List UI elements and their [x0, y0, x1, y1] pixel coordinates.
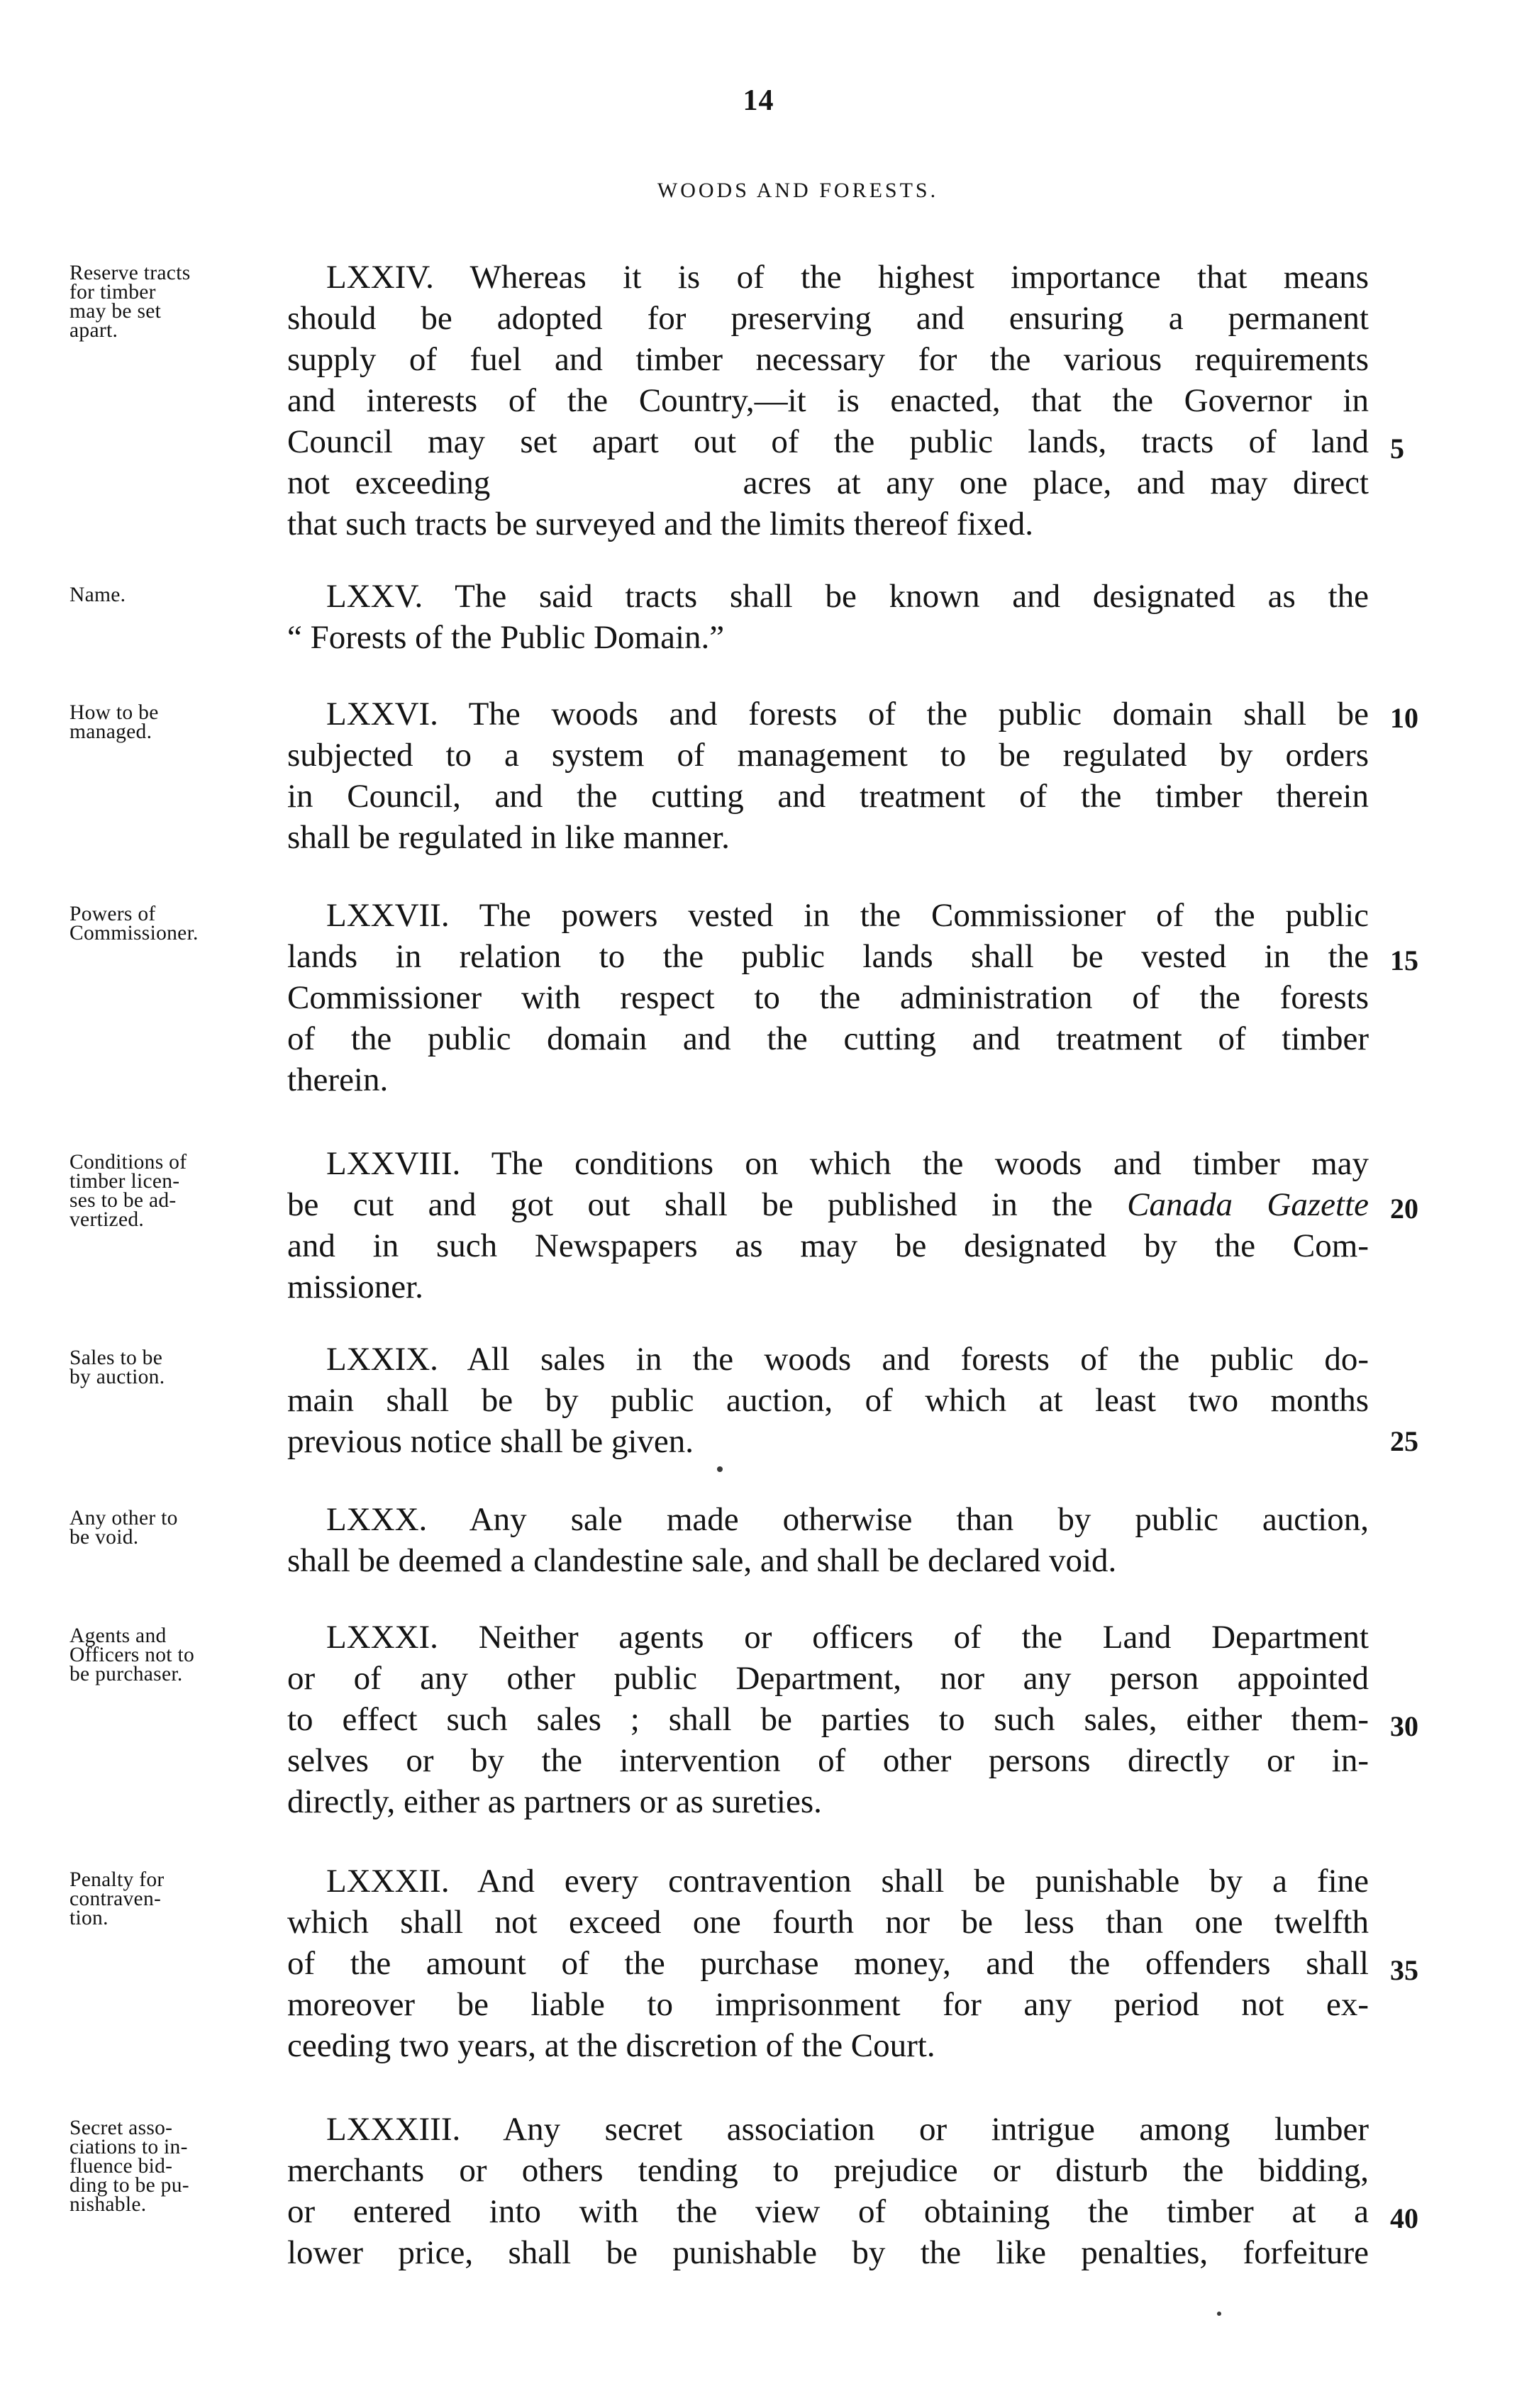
margin-note: [70, 905, 282, 943]
margin-note-line: contraven-: [70, 1888, 162, 1910]
body-line: LXXXI. Neither agents or officers of the Land Department: [326, 1619, 1369, 1656]
margin-note: [70, 264, 282, 340]
body-line: LXXV. The said tracts shall be known and designated as the: [326, 578, 1369, 615]
body-line: be cut and got out shall be published in the Canada Gazette: [287, 1186, 1369, 1223]
body-line: Council may set apart out of the public lands, tracts of land: [287, 423, 1369, 460]
margin-note-line: Sales to be: [70, 1347, 163, 1369]
line-number: 40: [1390, 2202, 1418, 2234]
body-line: therein.: [287, 1061, 389, 1098]
margin-note-line: for timber: [70, 281, 156, 303]
body-line: lands in relation to the public lands shall be vested in the: [287, 938, 1369, 975]
body-line: shall be regulated in like manner.: [287, 819, 730, 856]
margin-note-line: Name.: [70, 584, 126, 606]
margin-note-line: Reserve tracts: [70, 262, 191, 284]
body-line: moreover be liable to imprisonment for any period not ex-: [287, 1986, 1369, 2023]
margin-note-line: vertized.: [70, 1208, 145, 1231]
margin-note: [70, 2119, 282, 2214]
body-line: main shall be by public auction, of which at least two months: [287, 1382, 1369, 1419]
body-line: to effect such sales ; shall be parties to such sales, either them-: [287, 1701, 1369, 1738]
body-line: Commissioner with respect to the administration of the forests: [287, 979, 1369, 1016]
margin-note-line: by auction.: [70, 1366, 165, 1388]
margin-note-line: timber licen-: [70, 1170, 180, 1193]
margin-note: [70, 1868, 282, 1929]
body-line: LXXIX. All sales in the woods and forests of the public do-: [326, 1341, 1369, 1378]
body-line: in Council, and the cutting and treatment of the timber therein: [287, 778, 1369, 815]
body-line: merchants or others tending to prejudice or disturb the bidding,: [287, 2152, 1369, 2189]
line-number: 30: [1390, 1710, 1418, 1742]
body-line: shall be deemed a clandestine sale, and shall be declared void.: [287, 1542, 1117, 1579]
margin-note-line: Conditions of: [70, 1151, 187, 1174]
margin-note-line: fluence bid-: [70, 2155, 173, 2178]
margin-note-line: ding to be pu-: [70, 2174, 189, 2197]
line-number: 5: [1390, 433, 1404, 464]
margin-note-line: ses to be ad-: [70, 1189, 177, 1212]
body-line: LXXIV. Whereas it is of the highest importance that means: [326, 259, 1369, 296]
body-line: should be adopted for preserving and ensuring a permanent: [287, 300, 1369, 337]
margin-note-line: Officers not to: [70, 1644, 194, 1666]
margin-note-line: may be set: [70, 300, 162, 323]
margin-note: [70, 1509, 282, 1547]
line-number: 35: [1390, 1954, 1418, 1986]
body-line: “ Forests of the Public Domain.”: [287, 619, 725, 656]
body-line: and interests of the Country,—it is enacted, that the Governor in: [287, 382, 1369, 419]
margin-note-line: Any other to: [70, 1507, 178, 1529]
ink-speck: [717, 1466, 723, 1472]
margin-note-line: Secret asso-: [70, 2117, 173, 2139]
body-line: LXXX. Any sale made otherwise than by public auction,: [326, 1501, 1369, 1538]
margin-note-line: tion.: [70, 1907, 109, 1929]
margin-note-line: apart.: [70, 319, 118, 342]
line-number: 20: [1390, 1193, 1418, 1225]
body-line: or of any other public Department, nor any person appointed: [287, 1660, 1369, 1697]
margin-note: [70, 1624, 282, 1685]
margin-note: [70, 703, 282, 742]
body-line: selves or by the intervention of other persons directly or in-: [287, 1742, 1369, 1779]
body-line: previous notice shall be given.: [287, 1423, 694, 1460]
margin-note-line: How to be: [70, 701, 159, 724]
margin-note-line: Agents and: [70, 1624, 167, 1647]
body-line: LXXVIII. The conditions on which the woods and timber may: [326, 1145, 1369, 1182]
body-line: supply of fuel and timber necessary for the various requirements: [287, 341, 1369, 378]
body-line: that such tracts be surveyed and the limits thereof fixed.: [287, 506, 1033, 542]
body-line: of the public domain and the cutting and treatment of timber: [287, 1020, 1369, 1057]
body-line: LXXVI. The woods and forests of the public domain shall be: [326, 696, 1369, 732]
margin-note-line: nishable.: [70, 2193, 147, 2216]
body-line: lower price, shall be punishable by the like penalties, forfeiture: [287, 2234, 1369, 2271]
margin-note-line: be void.: [70, 1526, 139, 1549]
body-line: LXXXIII. Any secret association or intrigue among lumber: [326, 2111, 1369, 2148]
body-line: subjected to a system of management to be regulated by orders: [287, 737, 1369, 774]
body-line: not exceeding acres at any one place, and may direct: [287, 464, 1369, 501]
margin-note: [70, 586, 282, 605]
line-number: 15: [1390, 944, 1418, 976]
body-line: missioner.: [287, 1269, 423, 1305]
margin-note: [70, 1153, 282, 1230]
body-line: and in such Newspapers as may be designated by the Com-: [287, 1227, 1369, 1264]
page-number: 14: [743, 84, 774, 117]
margin-note-line: Commissioner.: [70, 922, 199, 944]
margin-note: [70, 1349, 282, 1387]
margin-note-line: Powers of: [70, 903, 156, 925]
margin-note-line: be purchaser.: [70, 1663, 183, 1685]
margin-note-line: managed.: [70, 720, 152, 743]
body-line: ceeding two years, at the discretion of the Court.: [287, 2027, 935, 2064]
body-line: LXXXII. And every contravention shall be punishable by a fine: [326, 1863, 1369, 1900]
margin-note-line: Penalty for: [70, 1868, 165, 1891]
body-line: or entered into with the view of obtaining the timber at a: [287, 2193, 1369, 2230]
line-number: 25: [1390, 1425, 1418, 1457]
line-number: 10: [1390, 702, 1418, 734]
margin-note-line: ciations to in-: [70, 2136, 188, 2158]
body-line: LXXVII. The powers vested in the Commissioner of the public: [326, 897, 1369, 934]
body-line: which shall not exceed one fourth nor be less than one twelfth: [287, 1904, 1369, 1941]
body-line: of the amount of the purchase money, and the offenders shall: [287, 1945, 1369, 1982]
running-title: WOODS AND FORESTS.: [657, 179, 939, 202]
ink-speck: [1217, 2312, 1221, 2316]
italic-title: Canada Gazette: [1127, 1186, 1369, 1223]
body-line: directly, either as partners or as sureties.: [287, 1783, 822, 1820]
